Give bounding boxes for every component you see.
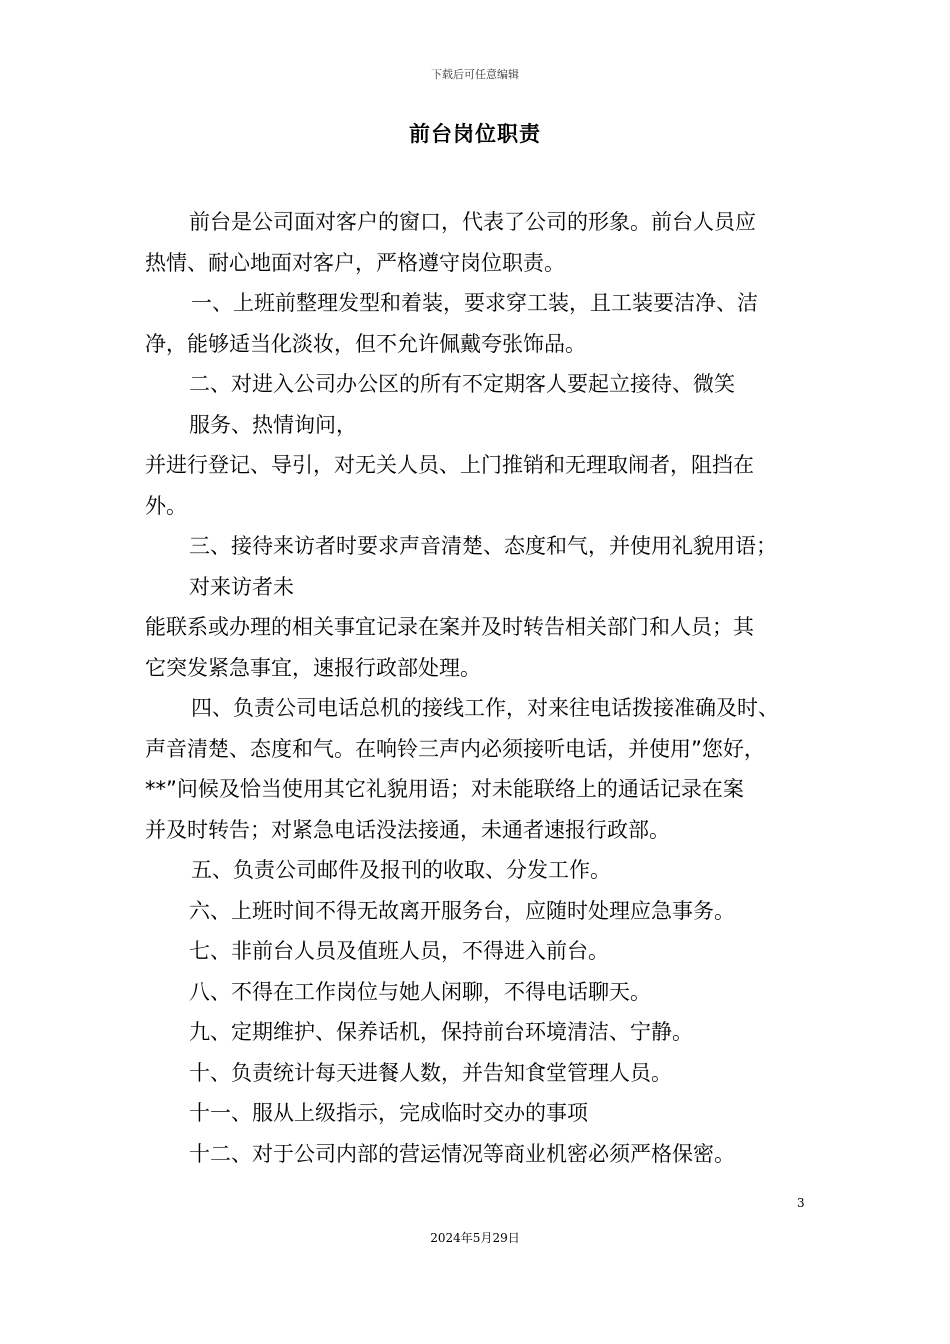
body-line: 三、接待来访者时要求声音清楚、态度和气，并使用礼貌用语； <box>189 534 777 558</box>
body-line: 热情、耐心地面对客户，严格遵守岗位职责。 <box>145 250 565 275</box>
body-line: 前台是公司面对客户的窗口，代表了公司的形象。前台人员应 <box>189 210 756 234</box>
document-body <box>145 202 810 1174</box>
body-line: 十一、服从上级指示，完成临时交办的事项 <box>189 1101 588 1125</box>
body-line: 能联系或办理的相关事宜记录在案并及时转告相关部门和人员；其 <box>145 615 754 639</box>
body-line: 八、不得在工作岗位与她人闲聊，不得电话聊天。 <box>189 979 651 1004</box>
body-line: 五、负责公司邮件及报刊的收取、分发工作。 <box>191 858 611 882</box>
body-line: 并进行登记、导引，对无关人员、上门推销和无理取闹者，阻挡在 <box>145 453 754 477</box>
body-line: 净，能够适当化淡妆，但不允许佩戴夸张饰品。 <box>145 331 586 356</box>
body-line: 九、定期维护、保养话机，保持前台环境清洁、宁静。 <box>189 1020 693 1044</box>
body-line: 服务、热情询问， <box>189 412 357 437</box>
body-line: 并及时转告；对紧急电话没法接通，未通者速报行政部。 <box>145 817 670 842</box>
body-line: **”问候及恰当使用其它礼貌用语；对未能联络上的通话记录在案 <box>145 777 744 801</box>
document-title: 前台岗位职责 <box>409 122 541 146</box>
body-line: 对来访者未 <box>189 574 294 599</box>
body-line: 外。 <box>145 493 187 518</box>
body-line: 声音清楚、态度和气。在响铃三声内必须接听电话，并使用”您好， <box>145 736 765 761</box>
body-line: 七、非前台人员及值班人员，不得进入前台。 <box>189 939 609 963</box>
body-line: 一、上班前整理发型和着装，要求穿工装，且工装要洁净、洁 <box>191 291 758 315</box>
body-line: 它突发紧急事宜，速报行政部处理。 <box>145 655 481 680</box>
page-header: 下载后可任意编辑 <box>431 68 519 81</box>
body-line: 二、对进入公司办公区的所有不定期客人要起立接待、微笑 <box>189 372 735 396</box>
page-number: 3 <box>797 1196 805 1210</box>
body-line: 六、上班时间不得无故离开服务台，应随时处理应急事务。 <box>189 898 735 923</box>
footer-date: 2024年5月29日 <box>430 1231 520 1245</box>
body-line: 十、负责统计每天进餐人数，并告知食堂管理人员。 <box>189 1060 672 1085</box>
body-line: 十二、对于公司内部的营运情况等商业机密必须严格保密。 <box>189 1141 735 1166</box>
body-line: 四、负责公司电话总机的接线工作，对来往电话拨接准确及时、 <box>191 696 779 720</box>
